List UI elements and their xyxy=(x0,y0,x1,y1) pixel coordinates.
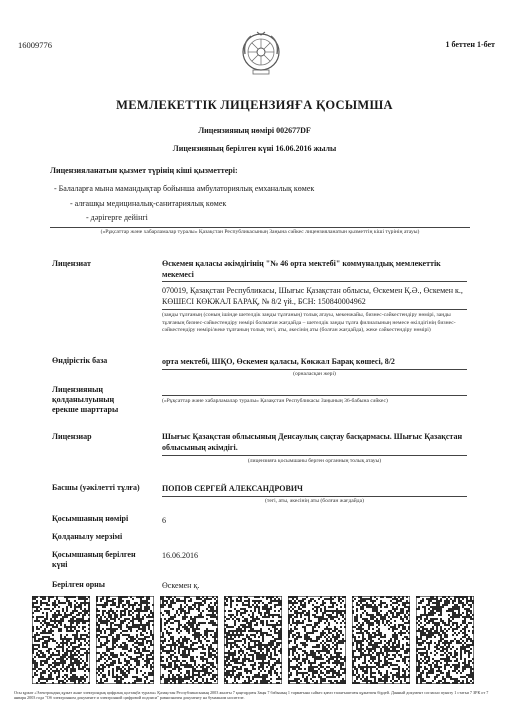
qr-code-6 xyxy=(352,596,410,684)
annex-number-label: Қосымшаның нөмірі xyxy=(52,514,129,523)
divider xyxy=(162,395,467,396)
kazakhstan-state-emblem-icon xyxy=(241,30,281,76)
divider xyxy=(162,281,467,282)
annex-date-label: Қосымшаның берілген күні xyxy=(52,550,136,569)
licensee-address: 070019, Қазақстан Республикасы, Шығыс Қазақстан облысы, Өскемен Қ.Ә., Өскемен к., КӨШЕСІ КӨКЖАЛ БАРАҚ, № 8/2 үй., БСН: 150840004962 xyxy=(162,286,463,306)
list-item: - Балаларға мына мамандықтар бойынша амбулаториялық емханалық көмек xyxy=(54,184,315,193)
document-title: МЕМЛЕКЕТТІК ЛИЦЕНЗИЯҒА ҚОСЫМША xyxy=(116,98,393,112)
head-caption: (тегі, аты, әкесінің аты (болған жағдайда) xyxy=(265,498,364,504)
license-number-row xyxy=(0,126,509,135)
divider xyxy=(162,455,467,456)
divider xyxy=(162,496,467,497)
license-number-label: Лицензияның нөмірі xyxy=(198,126,275,135)
license-issue-label: Лицензияның берілген күні xyxy=(172,144,274,153)
license-number-value: 002677DF xyxy=(276,126,311,135)
head-label: Басшы (уәкілетті тұлға) xyxy=(52,483,140,492)
qr-code-7 xyxy=(416,596,474,684)
special-conditions-caption: («Рұқсаттар және хабарламалар туралы» Қазақстан Республикасы Заңының 36-бабына сәйкес) xyxy=(162,398,388,404)
activity-caption: («Рұқсаттар және хабарламалар туралы» Қазақстан Республикасының Заңына сәйкес лицензияланатын қызметтің кіші түрінің атауы) xyxy=(100,229,420,235)
licensor-value: Шығыс Қазақстан облысының Денсаулық сақтау басқармасы. Шығыс Қазақстан облысының әкімдігі. xyxy=(162,432,463,452)
licensor-caption: (лицензияға қосымшаны берген органның толық атауы) xyxy=(247,458,382,464)
issue-place-value: Өскемен қ. xyxy=(162,581,200,590)
qr-code-2 xyxy=(96,596,154,684)
production-base-value: орта мектебі, ШҚО, Өскемен қаласы, Көкжал Барақ көшесі, 8/2 xyxy=(162,357,395,366)
qr-code-3 xyxy=(160,596,218,684)
head-value: ПОПОВ СЕРГЕЙ АЛЕКСАНДРОВИЧ xyxy=(162,484,303,493)
qr-code-5 xyxy=(288,596,346,684)
qr-code-4 xyxy=(224,596,282,684)
license-issue-row xyxy=(0,144,509,153)
license-issue-value: 16.06.2016 жылы xyxy=(275,144,337,153)
licensee-label: Лицензиат xyxy=(52,259,91,268)
licensee-caption: (заңды тұлғаның (соның ішінде шетелдік заңды тұлғаның) толық атауы, мекенжайы, бизнес-сәйкестендіру нөмірі, заңды тұлғаның бизнес-сәйкестендіру нөмірі болмаған жағдайда – шетелдік заңды тұлға филиалының немесе өкілдігінің бизнес-сәйкестендіру нөмірі/жеке тұлғаның толық тегі, аты, әкесінің аты (болған жағдайда), жеке сәйкестендіру нөмірі) xyxy=(162,312,456,333)
page-indicator: 1 беттен 1-бет xyxy=(445,40,495,49)
footer-note: Осы құжат «Электрондық құжат және электрондық цифрлық қолтаңба туралы» Қазақстан Республикасының 2003 жылғы 7 қаңтардағы Заңы 7 бабының 1 тармағына сәйкес қағаз тасығыштағы құжатпен бірдей. Данный документ согласно пункту 1 статьи 7 ЗРК от 7 января 2003 года "Об электронном документе и электронной цифровой подписи" равнозначен документу на бумажном носителе. xyxy=(14,690,489,701)
annex-date-value: 16.06.2016 xyxy=(162,551,198,560)
divider xyxy=(162,309,467,310)
activity-heading: Лицензияланатын қызмет түрінің кіші қызметтері: xyxy=(50,166,238,175)
production-base-label: Өндірістік база xyxy=(52,356,108,365)
annex-number-value: 6 xyxy=(162,516,166,525)
document-number: 16009776 xyxy=(18,40,52,50)
list-item: - дәрігерге дейінгі xyxy=(86,213,148,222)
validity-label: Қолданылу мерзімі xyxy=(52,532,123,541)
issue-place-label: Берілген орны xyxy=(52,580,105,589)
special-conditions-label: Лицензияның қолданылуының ерекше шарттары xyxy=(52,385,119,414)
list-item: - алғашқы медициналық-санитариялық көмек xyxy=(70,199,227,208)
licensor-label: Лицензиар xyxy=(52,432,92,441)
licensee-name: Өскемен қаласы әкімдігінің "№ 46 орта мектебі" коммуналдық мемлекеттік мекемесі xyxy=(162,259,441,279)
divider xyxy=(50,227,470,228)
qr-code-1 xyxy=(32,596,90,684)
divider xyxy=(162,369,467,370)
production-base-caption: (орналасқан жері) xyxy=(293,371,336,377)
